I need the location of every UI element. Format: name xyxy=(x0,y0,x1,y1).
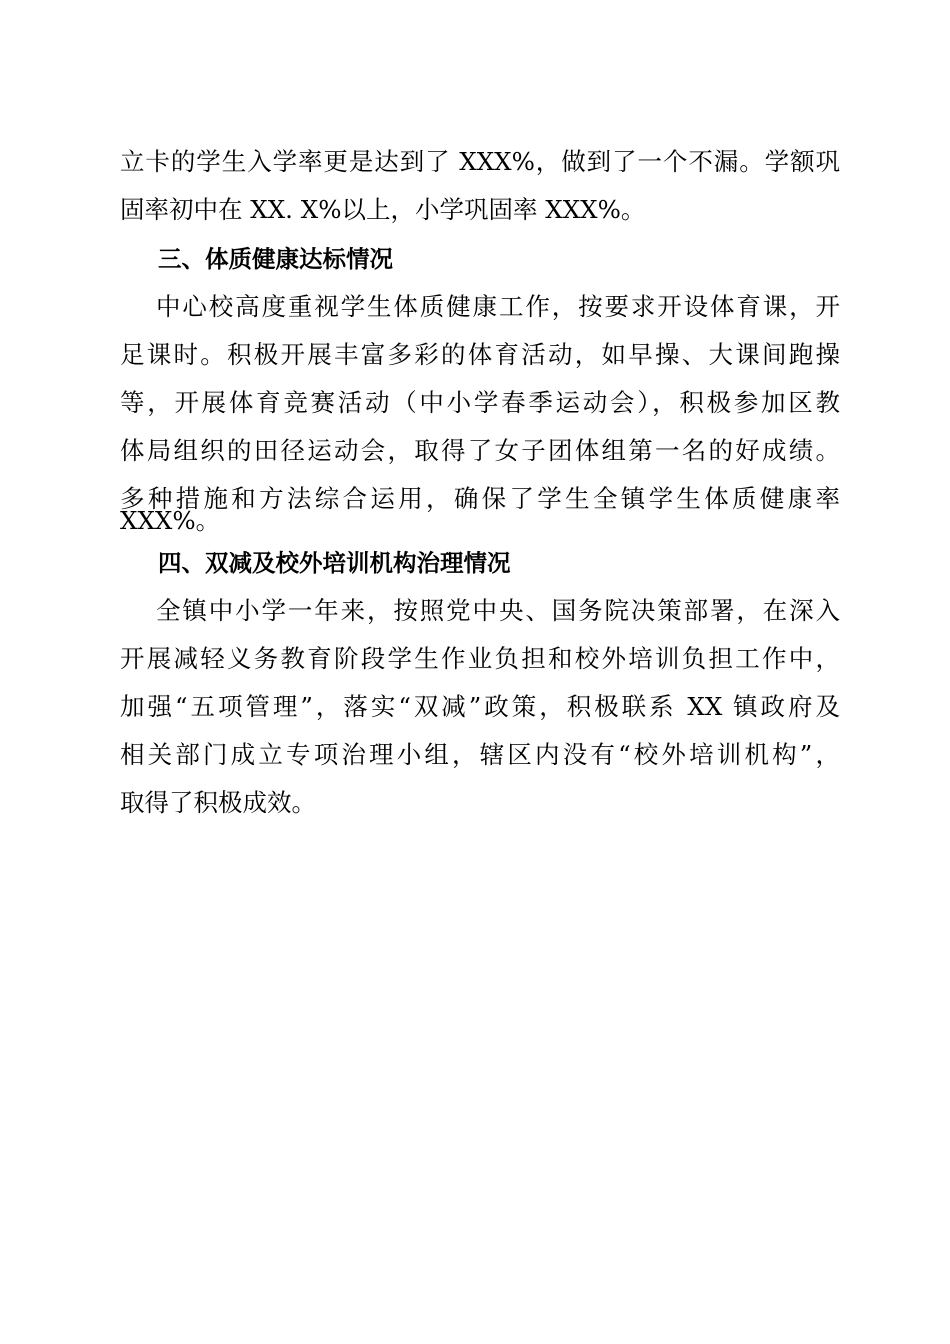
section-4-heading: 四、双减及校外培训机构治理情况 xyxy=(158,549,511,577)
section-3-heading: 三、体质健康达标情况 xyxy=(158,245,393,273)
paragraph-line: 等，开展体育竞赛活动（中小学春季运动会），积极参加区教 xyxy=(120,388,840,417)
paragraph-line: 相关部门成立专项治理小组，辖区内没有“校外培训机构”， xyxy=(120,740,840,769)
paragraph-line: 体局组织的田径运动会，取得了女子团体组第一名的好成绩。 xyxy=(120,436,840,465)
paragraph-line: 取得了积极成效。 xyxy=(120,788,316,817)
paragraph-line: 多种措施和方法综合运用，确保了学生全镇学生体质健康率 xyxy=(120,484,840,513)
paragraph-line: 加强“五项管理”，落实“双减”政策，积极联系 XX 镇政府及 xyxy=(120,692,840,721)
paragraph-line: 足课时。积极开展丰富多彩的体育活动，如早操、大课间跑操 xyxy=(120,340,840,369)
paragraph-line: 开展减轻义务教育阶段学生作业负担和校外培训负担工作中， xyxy=(120,644,840,673)
paragraph-line: 立卡的学生入学率更是达到了 XXX%，做到了一个不漏。学额巩 xyxy=(120,147,840,176)
paragraph-line: 中心校高度重视学生体质健康工作，按要求开设体育课，开 xyxy=(156,292,840,321)
paragraph-line: 固率初中在 XX. X%以上，小学巩固率 XXX%。 xyxy=(120,195,646,224)
paragraph-line: 全镇中小学一年来，按照党中央、国务院决策部署，在深入 xyxy=(156,596,840,625)
paragraph-line: XXX%。 xyxy=(120,506,221,535)
